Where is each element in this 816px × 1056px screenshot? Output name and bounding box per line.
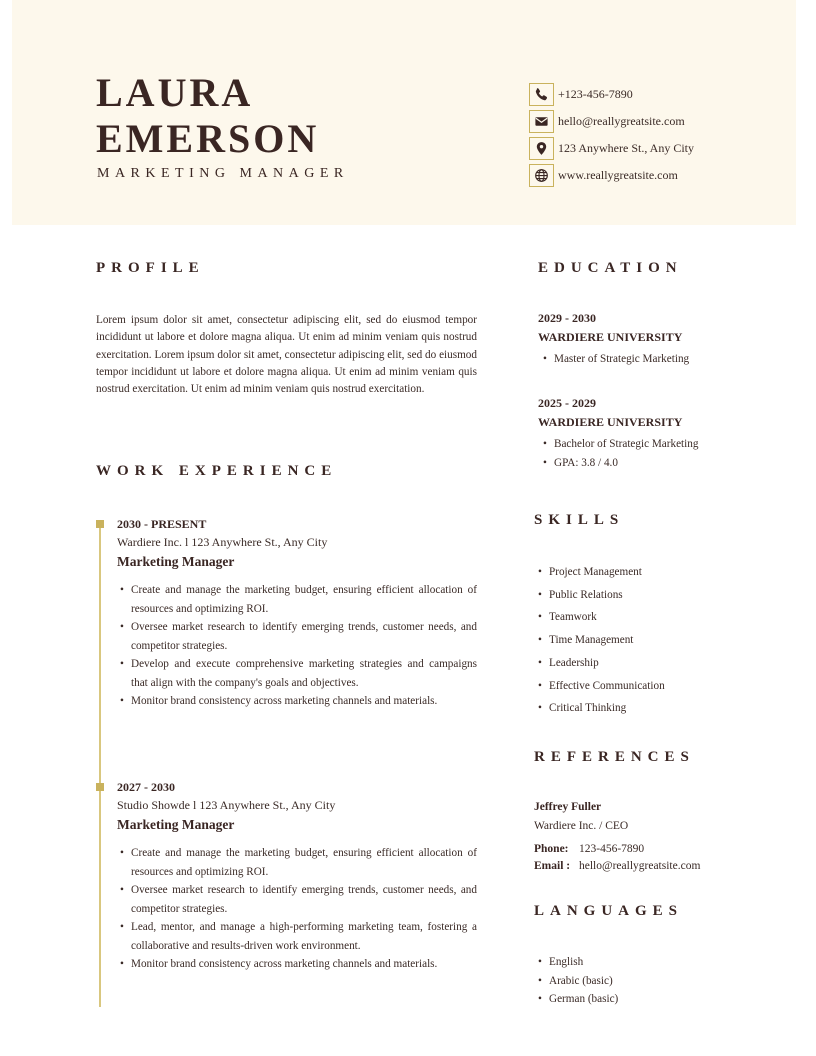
location-icon bbox=[529, 137, 554, 160]
contact-list bbox=[529, 83, 759, 191]
job-title: MARKETING MANAGER bbox=[97, 166, 349, 181]
profile-heading: PROFILE bbox=[96, 260, 205, 276]
job-date: 2027 - 2030 bbox=[117, 780, 175, 794]
reference-phone-row bbox=[534, 841, 784, 858]
work-experience-heading: WORK EXPERIENCE bbox=[96, 463, 338, 479]
job-role: Marketing Manager bbox=[117, 817, 235, 832]
education-years: 2025 - 2029 bbox=[538, 396, 596, 410]
phone-icon bbox=[529, 83, 554, 106]
contact-email-text: hello@reallygreatsite.com bbox=[558, 114, 685, 128]
education-details bbox=[538, 350, 778, 369]
skill-item: • Public Relations bbox=[538, 584, 778, 607]
reference-email-label: Email : bbox=[534, 860, 571, 872]
reference-email-row bbox=[534, 858, 784, 875]
reference-name: Jeffrey Fuller bbox=[534, 801, 602, 813]
timeline-dot bbox=[96, 520, 104, 528]
full-name bbox=[96, 70, 319, 162]
job-bullets bbox=[117, 844, 477, 974]
contact-phone-text: +123-456-7890 bbox=[558, 87, 633, 101]
last-name: EMERSON bbox=[96, 116, 320, 161]
contact-website bbox=[529, 164, 759, 187]
language-item: • English bbox=[538, 953, 778, 972]
education-detail: • Bachelor of Strategic Marketing bbox=[538, 435, 778, 454]
reference-phone-label: Phone: bbox=[534, 843, 569, 855]
globe-icon bbox=[529, 164, 554, 187]
education-entry bbox=[538, 395, 778, 473]
reference-company: Wardiere Inc. / CEO bbox=[534, 820, 629, 832]
skill-item: • Critical Thinking bbox=[538, 697, 778, 720]
timeline-line bbox=[99, 522, 101, 1007]
job-bullet: • Oversee market research to identify emerging trends, customer needs, and competitor strategies. bbox=[117, 618, 477, 655]
job-date: 2030 - PRESENT bbox=[117, 517, 207, 531]
job-bullet: • Create and manage the marketing budget, ensuring efficient allocation of resources and optimizing ROI. bbox=[117, 581, 477, 618]
job-bullet: • Oversee market research to identify emerging trends, customer needs, and competitor strategies. bbox=[117, 881, 477, 918]
job-bullets bbox=[117, 581, 477, 711]
job-company: Wardiere Inc. l 123 Anywhere St., Any City bbox=[117, 535, 328, 549]
first-name: LAURA bbox=[96, 70, 254, 115]
reference-entry bbox=[534, 799, 784, 875]
education-years: 2029 - 2030 bbox=[538, 311, 596, 325]
reference-email: hello@reallygreatsite.com bbox=[579, 860, 701, 872]
education-detail: • Master of Strategic Marketing bbox=[538, 350, 778, 369]
contact-phone bbox=[529, 83, 759, 106]
references-heading: REFERENCES bbox=[534, 749, 695, 765]
contact-email bbox=[529, 110, 759, 133]
job-entry bbox=[117, 779, 477, 974]
skill-item: • Teamwork bbox=[538, 606, 778, 629]
job-bullet: • Create and manage the marketing budget, ensuring efficient allocation of resources and optimizing ROI. bbox=[117, 844, 477, 881]
skill-item: • Time Management bbox=[538, 629, 778, 652]
languages-heading: LANGUAGES bbox=[534, 903, 684, 919]
skills-list bbox=[538, 561, 778, 720]
education-details bbox=[538, 435, 778, 473]
skills-heading: SKILLS bbox=[534, 512, 625, 528]
reference-phone: 123-456-7890 bbox=[579, 843, 645, 855]
contact-address bbox=[529, 137, 759, 160]
job-bullet: • Monitor brand consistency across marketing channels and materials. bbox=[117, 955, 477, 974]
contact-address-text: 123 Anywhere St., Any City bbox=[558, 141, 695, 155]
education-heading: EDUCATION bbox=[538, 260, 683, 276]
job-company: Studio Showde l 123 Anywhere St., Any City bbox=[117, 798, 336, 812]
job-bullet: • Lead, mentor, and manage a high-performing marketing team, fostering a collaborative and results-driven work environment. bbox=[117, 918, 477, 955]
job-bullet: • Monitor brand consistency across marketing channels and materials. bbox=[117, 692, 477, 711]
timeline-dot bbox=[96, 783, 104, 791]
mail-icon bbox=[529, 110, 554, 133]
skill-item: • Effective Communication bbox=[538, 675, 778, 698]
education-detail: • GPA: 3.8 / 4.0 bbox=[538, 454, 778, 473]
job-role: Marketing Manager bbox=[117, 554, 235, 569]
job-bullet: • Develop and execute comprehensive marketing strategies and campaigns that align with the company's goals and objectives. bbox=[117, 655, 477, 692]
education-school: WARDIERE UNIVERSITY bbox=[538, 415, 683, 429]
education-school: WARDIERE UNIVERSITY bbox=[538, 330, 683, 344]
education-entry bbox=[538, 310, 778, 369]
skill-item: • Project Management bbox=[538, 561, 778, 584]
contact-website-text: www.reallygreatsite.com bbox=[558, 168, 678, 182]
job-entry bbox=[117, 516, 477, 711]
skill-item: • Leadership bbox=[538, 652, 778, 675]
profile-text: Lorem ipsum dolor sit amet, consectetur adipiscing elit, sed do eiusmod tempor incididunt ut labore et dolore magna aliqua. Ut enim ad minim veniam quis nostrud exercitation. Lorem ipsum dolor sit amet, consectetur adipiscing elit, sed do eiusmod tempor incididunt ut labore et dolore magna aliqua. Ut enim ad minim veniam quis nostrud exercitation. Ut enim ad minim veniam quis nostrud exercitation. bbox=[96, 314, 477, 396]
language-item: • German (basic) bbox=[538, 990, 778, 1009]
languages-list bbox=[538, 953, 778, 1009]
language-item: • Arabic (basic) bbox=[538, 972, 778, 991]
